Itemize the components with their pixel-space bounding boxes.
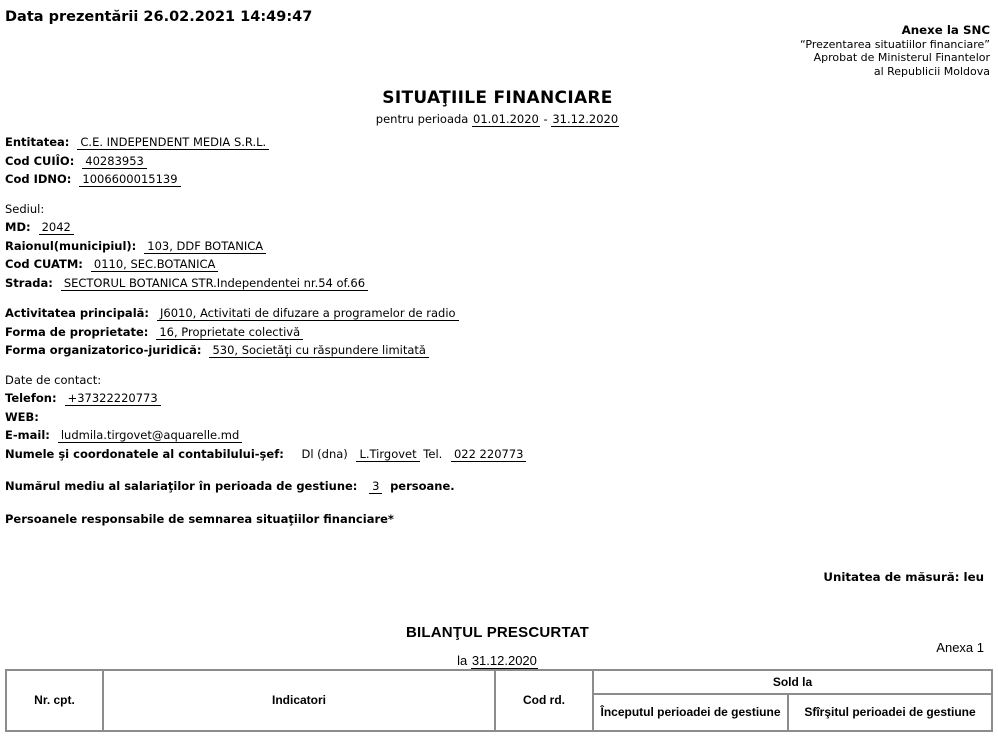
field-cuiio (5, 152, 990, 171)
field-label: WEB: (5, 409, 39, 424)
balance-annex: Anexa 1 (936, 639, 984, 655)
accountant-tel-value: 022 220773 (451, 447, 527, 462)
employees-suffix: persoane. (390, 479, 455, 493)
entity-section (5, 133, 990, 189)
field-telefon (5, 389, 990, 408)
field-entity (5, 133, 990, 152)
period-start-date: 01.01.2020 (473, 112, 539, 126)
address-section-label: Sediul: (5, 201, 45, 216)
field-web (5, 408, 990, 427)
period-separator: - (543, 112, 548, 126)
document-period (5, 111, 990, 127)
annex-reference-line: Anexe la SNC (901, 23, 990, 37)
employees-section (5, 477, 990, 496)
field-employees (5, 477, 990, 496)
field-proprietate (5, 323, 990, 342)
field-forma-juridica (5, 341, 990, 360)
activity-section (5, 304, 990, 360)
field-label: Telefon: (5, 391, 57, 405)
document-title: SITUAŢIILE FINANCIARE (382, 88, 613, 108)
document-header (5, 8, 990, 84)
field-label: Strada: (5, 275, 53, 290)
field-strada (5, 274, 990, 293)
column-header-indicators: Indicatori (103, 670, 495, 731)
field-label: Numărul mediu al salariaţilor în perioada de gestiune: (5, 479, 358, 493)
accountant-tel-label: Tel. (423, 446, 443, 461)
field-label: Cod CUATM: (5, 257, 83, 271)
annex-reference-line: Aprobat de Ministerul Finantelor (813, 51, 990, 65)
field-value: +37322220773 (65, 391, 161, 406)
contact-section (5, 371, 990, 464)
responsible-section (5, 510, 990, 529)
field-label: Cod CUIÎO: (5, 153, 75, 168)
field-accountant (5, 445, 990, 464)
balance-title: BILANŢUL PRESCURTAT (406, 623, 589, 641)
presentation-date: Data prezentării 26.02.2021 14:49:47 (5, 9, 313, 25)
field-cuatm (5, 255, 990, 274)
field-idno (5, 170, 990, 189)
field-value: 1006600015139 (79, 172, 180, 187)
field-activitate (5, 304, 990, 323)
balance-date-prefix: la (457, 652, 468, 668)
field-label: Activitatea principală: (5, 306, 149, 320)
field-value: C.E. INDEPENDENT MEDIA S.R.L. (77, 135, 269, 150)
period-prefix: pentru perioada (375, 112, 469, 126)
column-header-sold: Sold la (593, 670, 992, 694)
field-value: ludmila.tirgovet@aquarelle.md (58, 428, 242, 443)
annex-reference-line: “Prezentarea situatiilor financiare” (800, 37, 990, 51)
unit-of-measure: Unitatea de măsură: leu (823, 570, 984, 584)
field-value: SECTORUL BOTANICA STR.Independentei nr.54 of.66 (61, 276, 368, 291)
field-label: Forma organizatorico-juridică: (5, 343, 202, 357)
field-value: 2042 (39, 220, 74, 235)
annex-reference-line: al Republicii Moldova (873, 64, 990, 78)
balance-date-value: 31.12.2020 (471, 652, 537, 668)
field-label: MD: (5, 220, 31, 234)
employees-count: 3 (369, 479, 382, 494)
field-label: Entitatea: (5, 135, 70, 149)
field-email (5, 426, 990, 445)
responsible-label: Persoanele responsabile de semnarea situaţiilor financiare* (5, 511, 394, 526)
column-header-nr: Nr. cpt. (6, 670, 103, 731)
field-value: 530, Societăţi cu răspundere limitată (209, 343, 429, 358)
period-end-date: 31.12.2020 (552, 112, 619, 126)
field-label: Forma de proprietate: (5, 324, 149, 339)
accountant-prefix: Dl (dna) (301, 446, 348, 461)
field-value: 0110, SEC.BOTANICA (91, 257, 218, 272)
column-header-period-end: Sfîrşitul perioadei de gestiune (788, 694, 992, 731)
field-raion (5, 237, 990, 256)
field-value: 16, Proprietate colectivă (156, 325, 303, 340)
field-label: Cod IDNO: (5, 172, 72, 186)
field-value: J6010, Activitati de difuzare a programelor de radio (157, 306, 459, 321)
balance-table (5, 669, 993, 732)
field-value: 103, DDF BOTANICA (144, 239, 266, 254)
field-label: Numele şi coordonatele al contabilului-şef: (5, 446, 284, 461)
contact-section-label: Date de contact: (5, 372, 102, 387)
field-md (5, 218, 990, 237)
field-label: Raionul(municipiul): (5, 238, 137, 253)
column-header-code: Cod rd. (495, 670, 593, 731)
annex-reference-block (800, 24, 990, 78)
field-value: 40283953 (82, 154, 147, 169)
balance-date-line (5, 654, 990, 667)
balance-section (5, 625, 990, 732)
address-section (5, 200, 990, 293)
column-header-period-begin: Începutul perioadei de gestiune (593, 694, 788, 731)
field-label: E-mail: (5, 428, 50, 442)
accountant-name: L.Tirgovet (356, 447, 419, 462)
